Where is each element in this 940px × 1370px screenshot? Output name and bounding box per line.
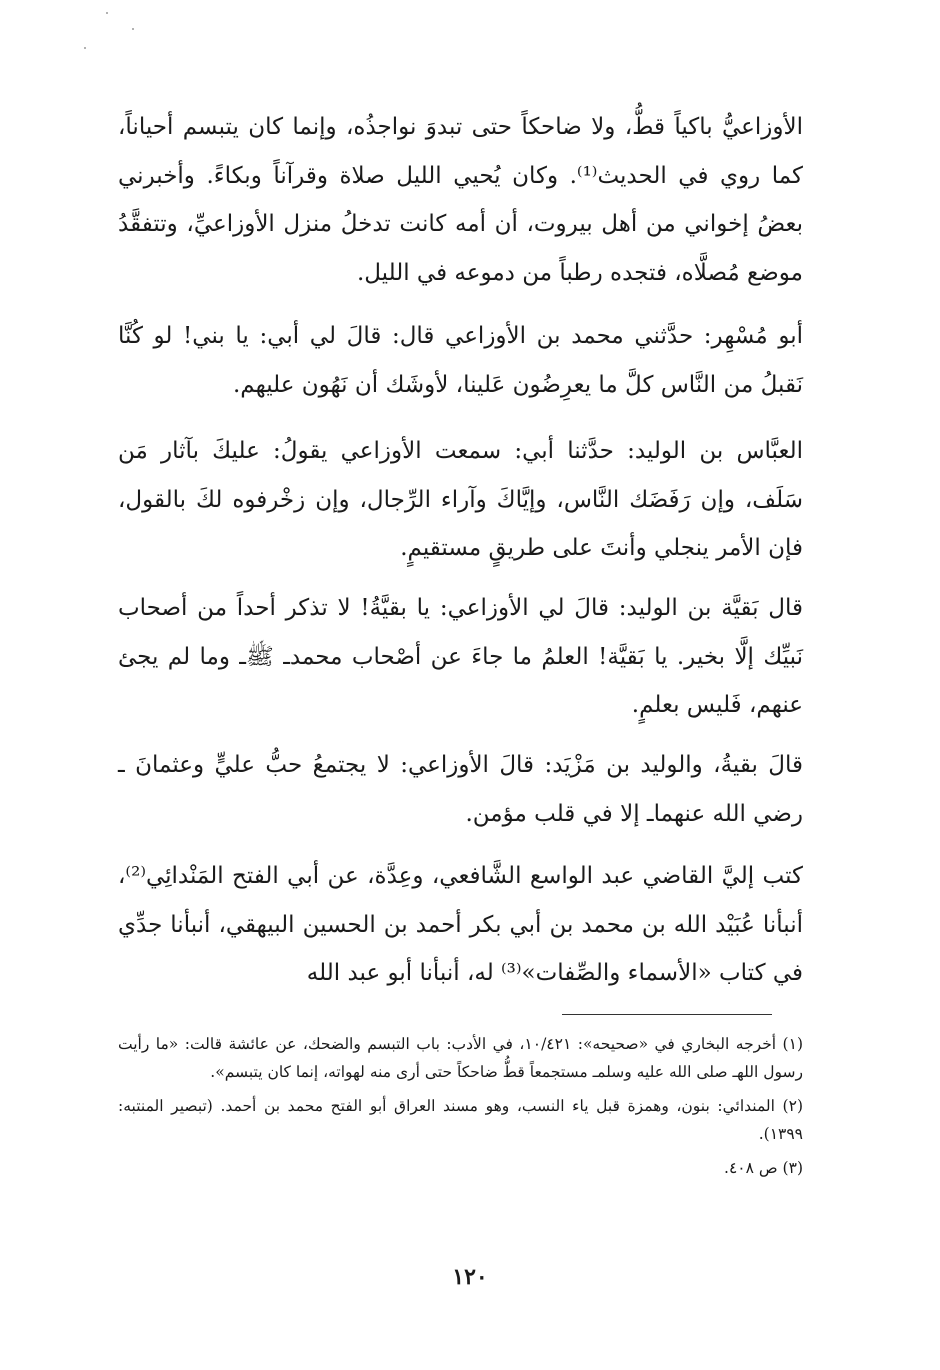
footnote-2: (٢) المندائي: بنون، وهمزة قبل ياء النسب، وهو مسند العراق أبو الفتح محمد بن أحمد. (تبصير المنتبه: ١٣٩٩). xyxy=(118,1097,803,1143)
paragraph-isnad xyxy=(118,852,803,998)
paragraph-abbas-ibn-walid xyxy=(118,427,803,573)
paragraph-ali-uthman xyxy=(118,741,803,838)
paragraph-text: الأوزاعيُّ باكياً قطُّ، ولا ضاحكاً حتى تبدوَ نواجذُه، وإنما كان يتبسم أحياناً، كما روي في الحديث⁽¹⁾. وكان يُحيي الليل صلاة وقرآناً وبكاءً. وأخبرني بعضُ إخواني من أهل بيروت، أن أمه كانت تدخلُ منزل الأوزاعيِّ، وتتفقَّدُ موضع مُصلَّاه، فتجده رطباً من دموعه في الليل. xyxy=(118,114,803,286)
paragraph-awzai-weeping xyxy=(118,103,803,297)
scan-speck xyxy=(132,28,134,30)
footnotes xyxy=(118,1030,803,1182)
paragraph-text: العبَّاس بن الوليد: حدَّثنا أبي: سمعت الأوزاعي يقولُ: عليكَ بآثار مَن سَلَف، وإن رَفَضَك النَّاس، وإيَّاكَ وآراء الرِّجال، وإن زخْرفوه لكَ بالقول، فإن الأمر ينجلي وأنتَ على طريقٍ مستقيمٍ. xyxy=(118,438,803,561)
paragraph-text: أبو مُسْهِر: حدَّثني محمد بن الأوزاعي قال: قالَ لي أبي: يا بني! لو كُنَّا نَقبلُ من النَّاس كلَّ ما يعرِضُون عَلينا، لأوشَك أن نَهُون عليهم. xyxy=(118,323,803,398)
scan-speck xyxy=(106,12,108,14)
paragraph-text: قال بَقيَّة بن الوليد: قالَ لي الأوزاعي: يا بقيَّةُ! لا تذكر أحداً من أصحاب نَبيِّك إلَّا بخير. يا بَقيَّة! العلمُ ما جاءَ عن أصْحاب محمدـ ﷺـ وما لم يجئ عنهم، فَليس بعلمٍ. xyxy=(118,595,803,718)
footnote-1: (١) أخرجه البخاري في «صحيحه»: ١٠/٤٢١، في الأدب: باب التبسم والضحك، عن عائشة قالت: «ما رأيت رسول اللهـ صلى الله عليه وسلمـ مستجمعاً قطُّ ضاحكاً حتى أرى منه لهواته، إنما كان يتبسم». xyxy=(118,1035,803,1081)
scan-speck xyxy=(84,47,86,49)
paragraph-text: قالَ بقيةُ، والوليد بن مَزْيَد: قالَ الأوزاعي: لا يجتمعُ حبُّ عليٍّ وعثمانَ ـ رضي الله عنهماـ إلا في قلب مؤمن. xyxy=(118,752,803,827)
paragraph-baqiyya xyxy=(118,584,803,730)
footnote-separator xyxy=(562,1014,772,1015)
footnote-3: (٣) ص ٤٠٨. xyxy=(724,1159,803,1177)
page-number: ١٢٠ xyxy=(452,1264,488,1290)
paragraph-abu-mushir xyxy=(118,312,803,409)
paragraph-text: كتب إليَّ القاضي عبد الواسع الشَّافعي، وعِدَّة، عن أبي الفتح المَنْدائِي⁽²⁾، أنبأنا عُبَيْد الله بن محمد بن أبي بكر أحمد بن الحسين البيهقي، أنبأنا جدِّي في كتاب «الأسماء والصِّفات»⁽³⁾ له، أنبأنا أبو عبد الله xyxy=(118,863,803,986)
